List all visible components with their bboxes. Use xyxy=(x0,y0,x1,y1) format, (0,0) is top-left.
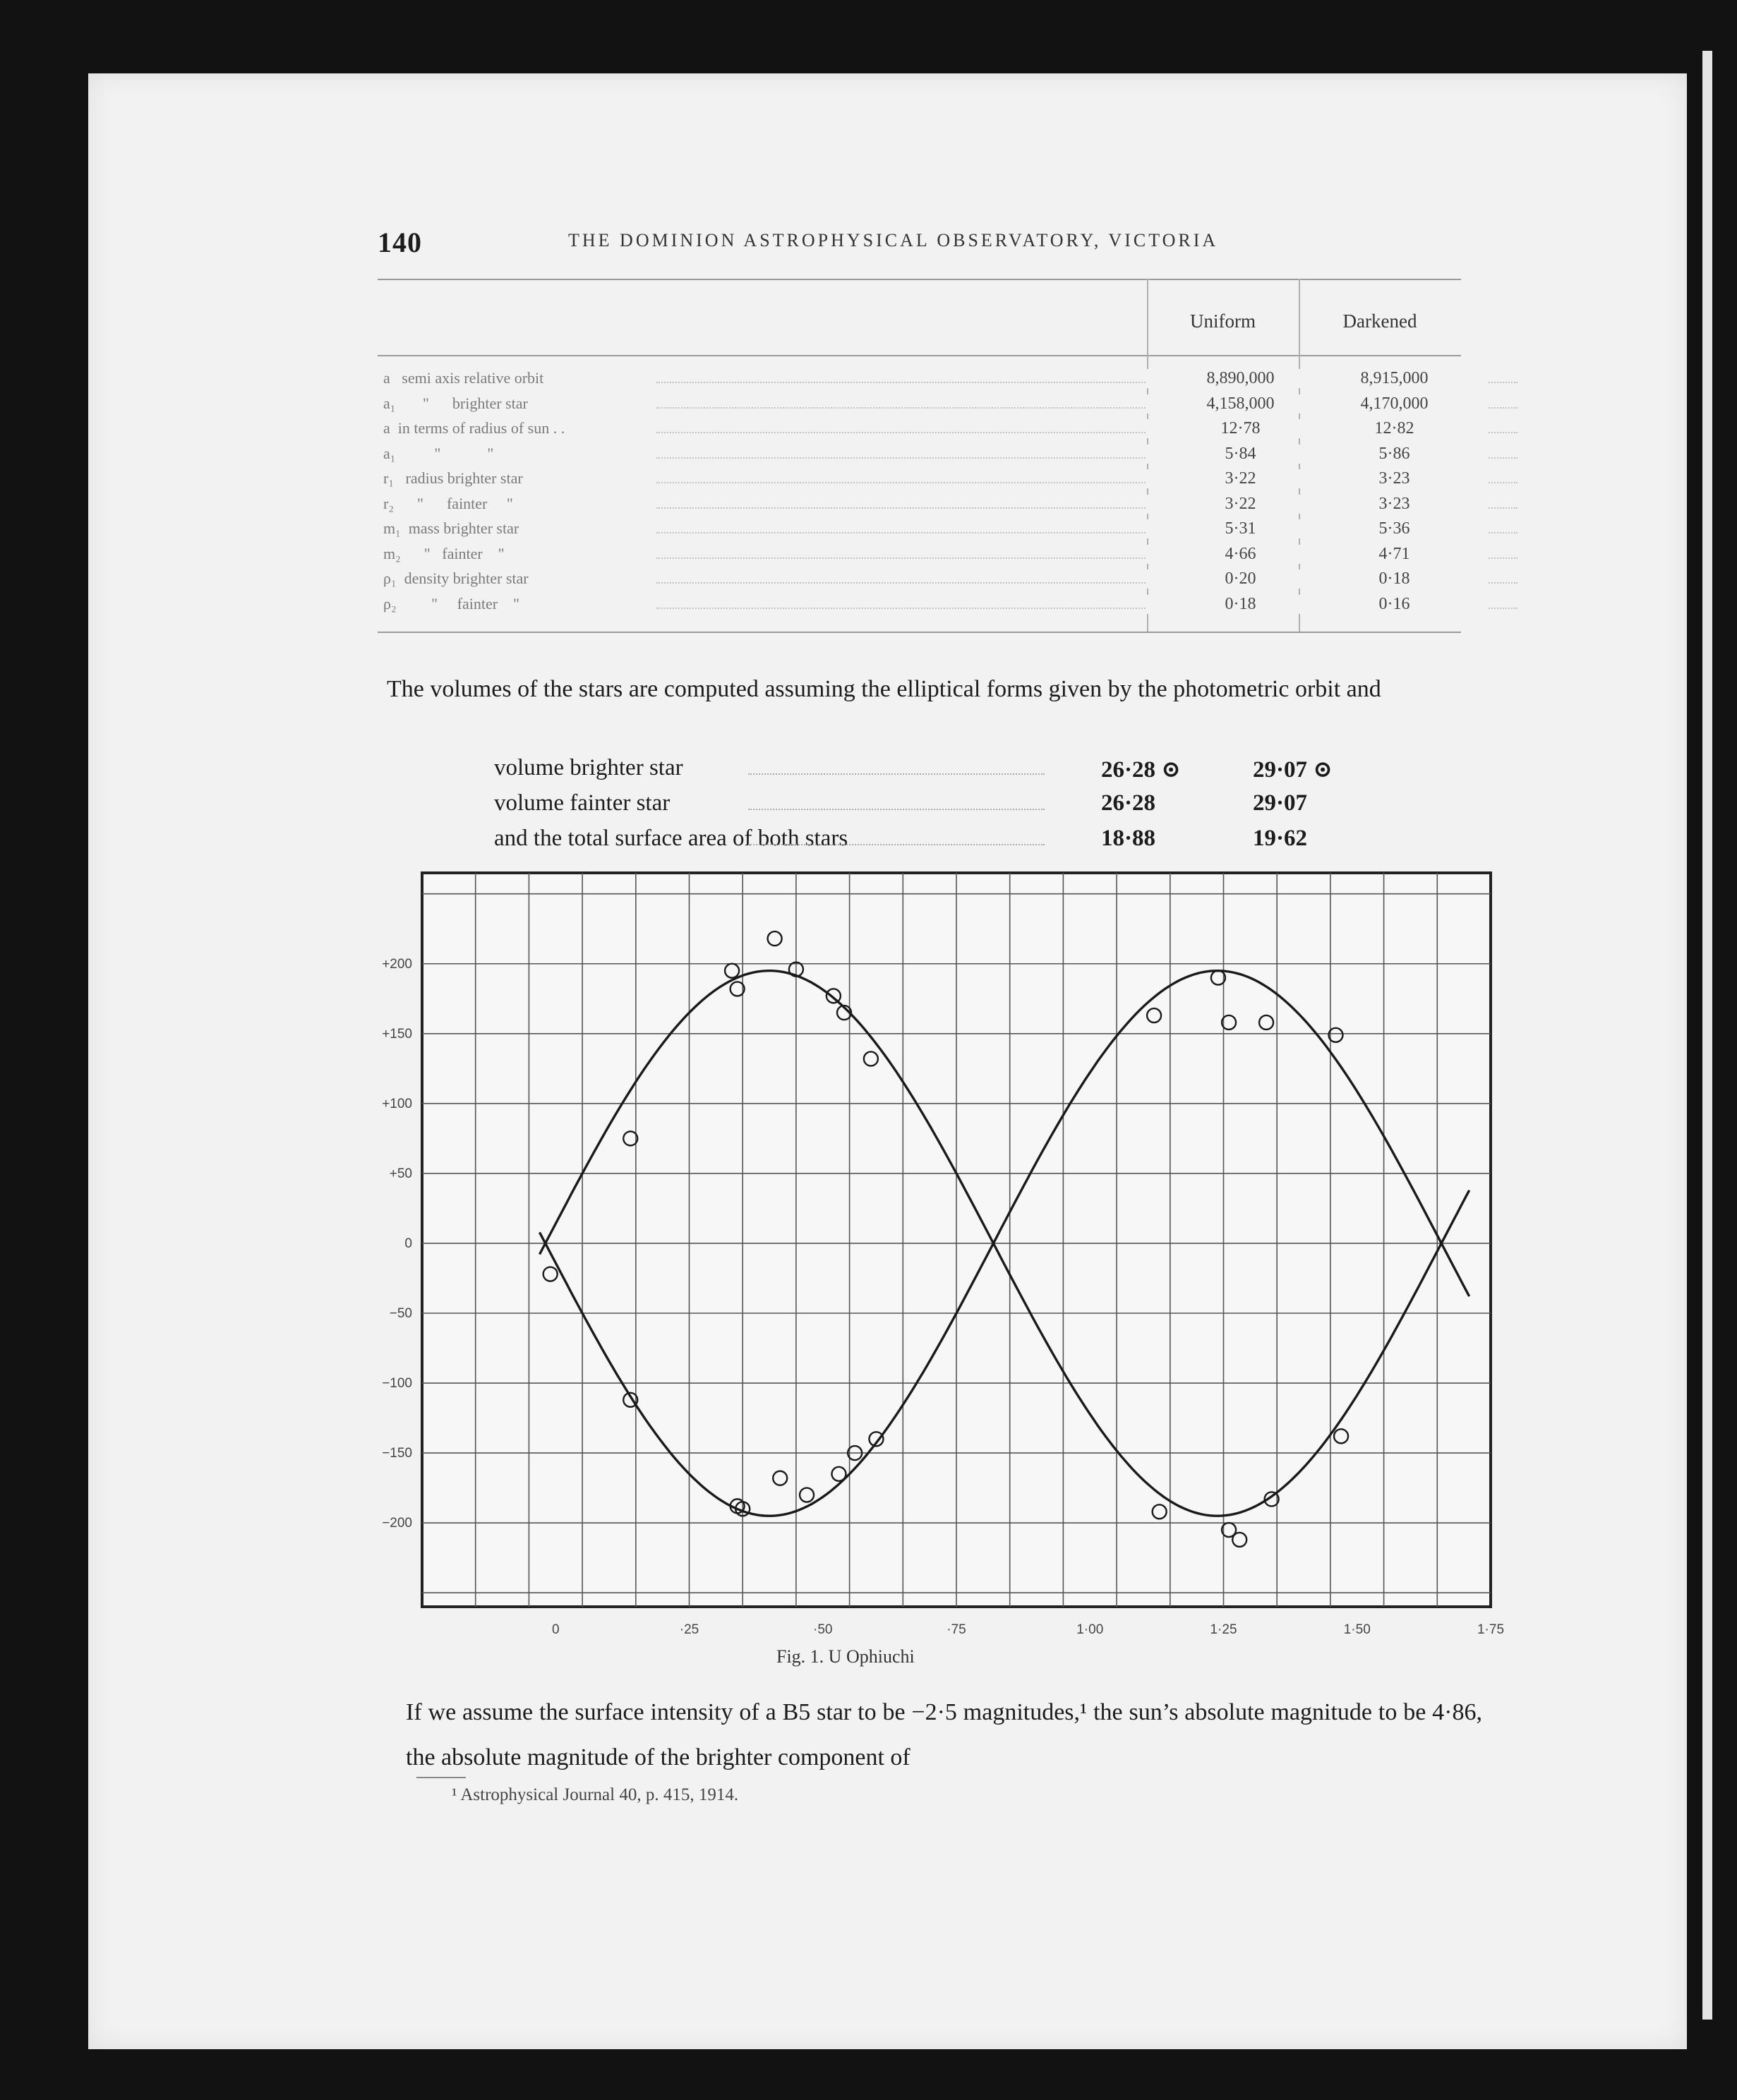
cell-darkened: 3·23 xyxy=(1301,469,1488,488)
row-label: r₁ radius brighter star xyxy=(383,469,523,487)
cell-darkened: 5·86 xyxy=(1301,445,1488,464)
y-tick-label: +150 xyxy=(382,1026,412,1042)
list-item xyxy=(494,755,1412,790)
column-header-darkened: Darkened xyxy=(1342,310,1417,332)
table-row xyxy=(378,569,1461,594)
leader-dots xyxy=(748,773,1045,775)
y-tick-label: −200 xyxy=(382,1516,412,1531)
cell-darkened: 4,170,000 xyxy=(1301,394,1488,414)
footnote: ¹ Astrophysical Journal 40, p. 415, 1914. xyxy=(452,1785,739,1804)
row-label: a semi axis relative orbit xyxy=(383,369,544,387)
table-row xyxy=(378,469,1461,494)
column-header-uniform: Uniform xyxy=(1190,310,1256,332)
y-tick-label: −150 xyxy=(382,1446,412,1461)
x-tick-label: 1·00 xyxy=(1076,1622,1104,1634)
x-tick-label: ·75 xyxy=(946,1622,966,1634)
footnote-rule xyxy=(416,1777,466,1778)
volume-uniform: 26·28 xyxy=(1101,790,1156,816)
leader-dots xyxy=(748,809,1045,810)
table-row xyxy=(378,419,1461,444)
page-header xyxy=(378,226,1489,258)
table-row xyxy=(378,445,1461,469)
cell-uniform: 12·78 xyxy=(1147,419,1334,438)
cell-darkened: 3·23 xyxy=(1301,495,1488,514)
page-edge xyxy=(1702,51,1712,2020)
row-label: m₁ mass brighter star xyxy=(383,519,519,537)
x-tick-label: 1·25 xyxy=(1210,1622,1237,1634)
volume-darkened: 29·07 ⊙ xyxy=(1253,757,1333,783)
row-label: m₂ " fainter " xyxy=(383,544,505,562)
cell-uniform: 4,158,000 xyxy=(1147,394,1334,414)
cell-darkened: 5·36 xyxy=(1301,519,1488,538)
volume-darkened: 19·62 xyxy=(1253,826,1308,851)
velocity-curve-chart xyxy=(353,864,1539,1637)
row-label: a₁ " " xyxy=(383,444,494,462)
table-row xyxy=(378,369,1461,394)
table-row xyxy=(378,545,1461,569)
x-tick-label: ·50 xyxy=(813,1622,833,1634)
leader-dots xyxy=(748,844,1045,845)
cell-uniform: 3·22 xyxy=(1147,469,1334,488)
x-tick-label: ·25 xyxy=(679,1622,699,1634)
volume-label: volume fainter star xyxy=(494,790,671,816)
y-tick-label: −100 xyxy=(382,1376,412,1392)
y-tick-label: +50 xyxy=(389,1166,412,1181)
paragraph-volumes: The volumes of the stars are computed assuming the elliptical forms given by the photometric orbit and xyxy=(387,676,1381,702)
row-label: ρ₂ " fainter " xyxy=(383,594,520,612)
y-tick-label: +100 xyxy=(382,1096,412,1111)
cell-uniform: 8,890,000 xyxy=(1147,369,1334,388)
running-title: THE DOMINION ASTROPHYSICAL OBSERVATORY, VICTORIA xyxy=(568,230,1219,251)
y-tick-label: +200 xyxy=(382,956,412,972)
row-label: a in terms of radius of sun . . xyxy=(383,419,565,437)
table-row xyxy=(378,519,1461,544)
cell-darkened: 8,915,000 xyxy=(1301,369,1488,388)
page-number: 140 xyxy=(378,227,422,258)
y-tick-label: −50 xyxy=(389,1306,412,1321)
y-tick-label: 0 xyxy=(404,1236,412,1251)
row-label: a₁ " brighter star xyxy=(383,394,528,412)
chart-svg xyxy=(353,864,1539,1634)
volume-darkened: 29·07 xyxy=(1253,790,1308,816)
list-item xyxy=(494,790,1412,826)
x-tick-label: 1·50 xyxy=(1343,1622,1371,1634)
cell-uniform: 0·18 xyxy=(1147,595,1334,614)
cell-darkened: 0·16 xyxy=(1301,595,1488,614)
x-tick-label: 0 xyxy=(551,1622,560,1634)
table-bottom-rule xyxy=(378,632,1461,633)
volume-uniform: 26·28 ⊙ xyxy=(1101,757,1181,783)
row-label: r₂ " fainter " xyxy=(383,494,513,512)
table-row xyxy=(378,495,1461,519)
volume-label: and the total surface area of both stars xyxy=(494,826,848,851)
cell-darkened: 4·71 xyxy=(1301,545,1488,564)
row-label: ρ₁ density brighter star xyxy=(383,569,529,587)
cell-uniform: 5·84 xyxy=(1147,445,1334,464)
volume-uniform: 18·88 xyxy=(1101,826,1156,851)
cell-darkened: 0·18 xyxy=(1301,569,1488,589)
list-item xyxy=(494,826,1412,861)
orbit-elements-table xyxy=(378,279,1461,649)
x-tick-label: 1·75 xyxy=(1477,1622,1505,1634)
table-row xyxy=(378,394,1461,419)
paragraph-magnitude: If we assume the surface intensity of a B5 star to be −2·5 magnitudes,¹ the sun’s absolute magnitude to be 4·86, the absolute magnitude of the brighter component of xyxy=(406,1699,1482,1770)
figure-caption: Fig. 1. U Ophiuchi xyxy=(776,1646,915,1667)
cell-uniform: 0·20 xyxy=(1147,569,1334,589)
volume-list xyxy=(494,755,1412,861)
cell-darkened: 12·82 xyxy=(1301,419,1488,438)
volume-label: volume brighter star xyxy=(494,755,683,780)
table-row xyxy=(378,595,1461,620)
cell-uniform: 5·31 xyxy=(1147,519,1334,538)
cell-uniform: 4·66 xyxy=(1147,545,1334,564)
cell-uniform: 3·22 xyxy=(1147,495,1334,514)
